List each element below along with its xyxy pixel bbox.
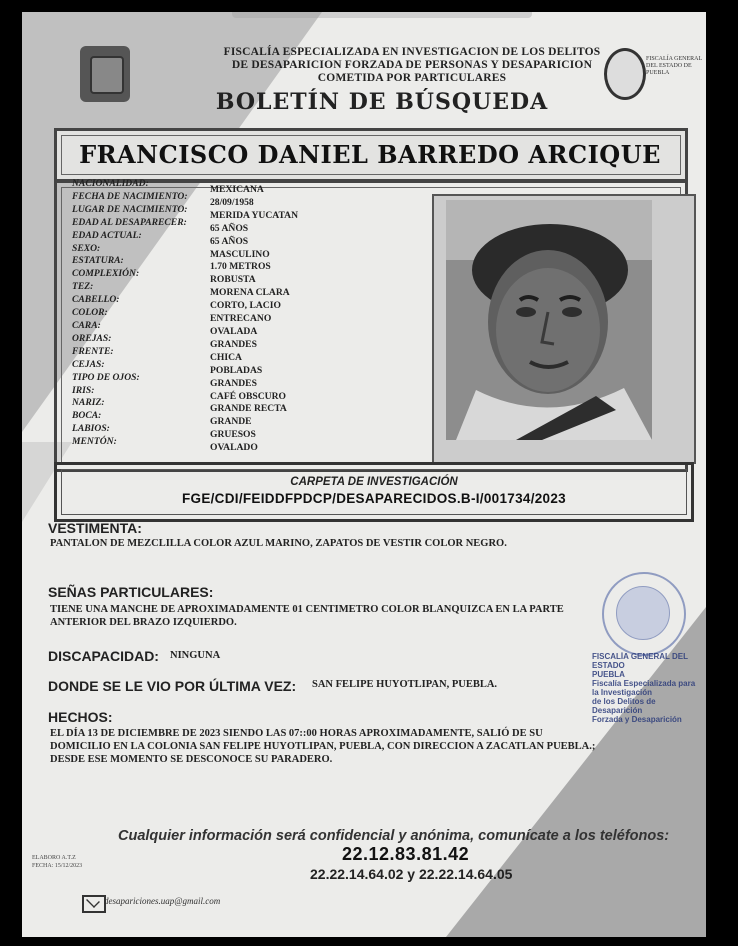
elaboro-value: A.T.Z <box>61 855 76 861</box>
mail-icon <box>82 895 106 913</box>
elaboro-block <box>32 854 152 870</box>
field-label: FRENTE: <box>72 345 114 357</box>
field-label: LUGAR DE NACIMIENTO: <box>72 203 188 215</box>
logo-text-line: DEL ESTADO DE <box>646 63 692 69</box>
vestimenta-heading: VESTIMENTA: <box>48 520 142 536</box>
field-labels <box>72 178 212 449</box>
stamp-text-line: Forzada y Desaparición <box>592 715 682 724</box>
field-value: ENTRECANO <box>210 313 272 325</box>
stamp-text-line: de los Delitos de Desaparición <box>592 697 656 715</box>
field-value: CORTO, LACIO <box>210 300 281 312</box>
field-label: NACIONALIDAD: <box>72 178 149 189</box>
elaboro-label: ELABORO <box>32 855 61 861</box>
bulletin-title: BOLETÍN DE BÚSQUEDA <box>215 89 549 115</box>
field-value: MEXICANA <box>210 184 264 195</box>
bulletin-page <box>22 12 706 937</box>
fiscalia-logo-icon <box>604 48 646 100</box>
field-label: COLOR: <box>72 307 108 319</box>
field-label: MENTÓN: <box>72 436 117 448</box>
field-label: OREJAS: <box>72 332 112 344</box>
hechos-line: EL DÍA 13 DE DICIEMBRE DE 2023 SIENDO LAS 07::00 HORAS APROXIMADAMENTE, SALIÓ DE SU <box>50 728 543 739</box>
field-value: ROBUSTA <box>210 274 256 286</box>
field-label: BOCA: <box>72 410 102 422</box>
field-value: GRANDE <box>210 416 252 428</box>
field-label: ESTATURA: <box>72 255 124 267</box>
field-label: EDAD AL DESAPARECER: <box>72 216 187 228</box>
missing-person-name: FRANCISCO DANIEL BARREDO ARCIQUE <box>79 140 661 169</box>
state-seal-icon <box>80 46 130 102</box>
agency-line: COMETIDA POR PARTICULARES <box>317 72 507 84</box>
field-value: MERIDA YUCATAN <box>210 209 299 221</box>
field-value: GRANDES <box>210 338 257 350</box>
field-values <box>210 184 360 455</box>
fecha-label: FECHA: <box>32 863 54 869</box>
field-value: CHICA <box>210 351 242 363</box>
field-value: GRANDES <box>210 377 257 389</box>
phone-main: 22.12.83.81.42 <box>342 844 470 864</box>
carpeta-number: FGE/CDI/FEIDDFPDCP/DESAPARECIDOS.B-I/001734/2023 <box>181 491 566 506</box>
carpeta-title: CARPETA DE INVESTIGACIÓN <box>290 476 458 488</box>
field-label: EDAD ACTUAL: <box>72 229 142 241</box>
field-value: 28/09/1958 <box>210 196 254 208</box>
ultima-vez-heading: DONDE SE LE VIO POR ÚLTIMA VEZ: <box>48 678 297 694</box>
field-value: OVALADA <box>210 325 258 337</box>
logo-text-line: FISCALÍA GENERAL <box>646 56 703 62</box>
field-label: LABIOS: <box>72 423 110 435</box>
field-label: NARIZ: <box>72 397 105 409</box>
field-value: OVALADO <box>210 442 258 454</box>
field-value: CAFÉ OBSCURO <box>210 390 286 402</box>
senas-line: ANTERIOR DEL BRAZO IZQUIERDO. <box>50 617 237 628</box>
phone-secondary: 22.22.14.64.02 y 22.22.14.64.05 <box>310 866 513 882</box>
official-stamp-icon <box>602 572 686 656</box>
stamp-text-line: Fiscalía Especializada para la Investigación <box>592 679 696 697</box>
fecha-value: 15/12/2023 <box>54 863 83 869</box>
field-value: MASCULINO <box>210 248 270 260</box>
field-value: GRUESOS <box>210 429 256 441</box>
portrait-image <box>446 200 652 440</box>
contact-info-line: Cualquier información será confidencial y anónima, comunícate a los teléfonos: <box>118 828 670 844</box>
field-value: MORENA CLARA <box>210 287 290 299</box>
contact-email: desapariciones.uap@gmail.com <box>104 896 221 906</box>
field-label: IRIS: <box>72 384 95 396</box>
hechos-heading: HECHOS: <box>48 709 113 725</box>
field-value: GRANDE RECTA <box>210 403 287 415</box>
field-label: SEXO: <box>72 242 101 254</box>
field-label: CABELLO: <box>72 294 120 306</box>
hechos-line: DESDE ESE MOMENTO SE DESCONOCE SU PARADERO. <box>50 754 333 765</box>
field-label: COMPLEXIÓN: <box>72 268 140 280</box>
field-value: 65 AÑOS <box>210 222 249 234</box>
senas-heading: SEÑAS PARTICULARES: <box>48 584 214 600</box>
senas-line: TIENE UNA MANCHE DE APROXIMADAMENTE 01 CENTIMETRO COLOR BLANQUIZCA EN LA PARTE <box>50 604 564 615</box>
fiscalia-logo-text <box>646 56 706 77</box>
agency-line: FISCALÍA ESPECIALIZADA EN INVESTIGACION DE LOS DELITOS <box>223 46 601 58</box>
ultima-vez-value: SAN FELIPE HUYOTLIPAN, PUEBLA. <box>312 679 498 690</box>
logo-text-line: PUEBLA <box>646 70 670 76</box>
stamp-text-line: PUEBLA <box>592 670 625 679</box>
stamp-text-line: FISCALÍA GENERAL DEL ESTADO <box>592 652 688 670</box>
vestimenta-text: PANTALON DE MEZCLILLA COLOR AZUL MARINO, ZAPATOS DE VESTIR COLOR NEGRO. <box>50 538 507 549</box>
discapacidad-heading: DISCAPACIDAD: <box>48 648 159 664</box>
field-value: POBLADAS <box>210 364 263 376</box>
field-value: 65 AÑOS <box>210 235 249 247</box>
field-label: CARA: <box>72 319 101 331</box>
missing-person-photo <box>446 200 652 440</box>
agency-line: DE DESAPARICION FORZADA DE PERSONAS Y DESAPARICION <box>231 59 593 71</box>
hechos-line: DOMICILIO EN LA COLONIA SAN FELIPE HUYOTLIPAN, PUEBLA, CON DIRECCION A ZACATLAN PUEBLA.; <box>50 741 596 752</box>
stamp-text <box>592 652 702 724</box>
field-label: FECHA DE NACIMIENTO: <box>72 190 188 202</box>
agency-header <box>202 46 622 85</box>
discapacidad-value: NINGUNA <box>170 650 221 661</box>
field-label: TIPO DE OJOS: <box>72 371 140 383</box>
field-label: CEJAS: <box>72 358 105 370</box>
field-label: TEZ: <box>72 281 94 293</box>
field-value: 1.70 METROS <box>210 261 271 273</box>
